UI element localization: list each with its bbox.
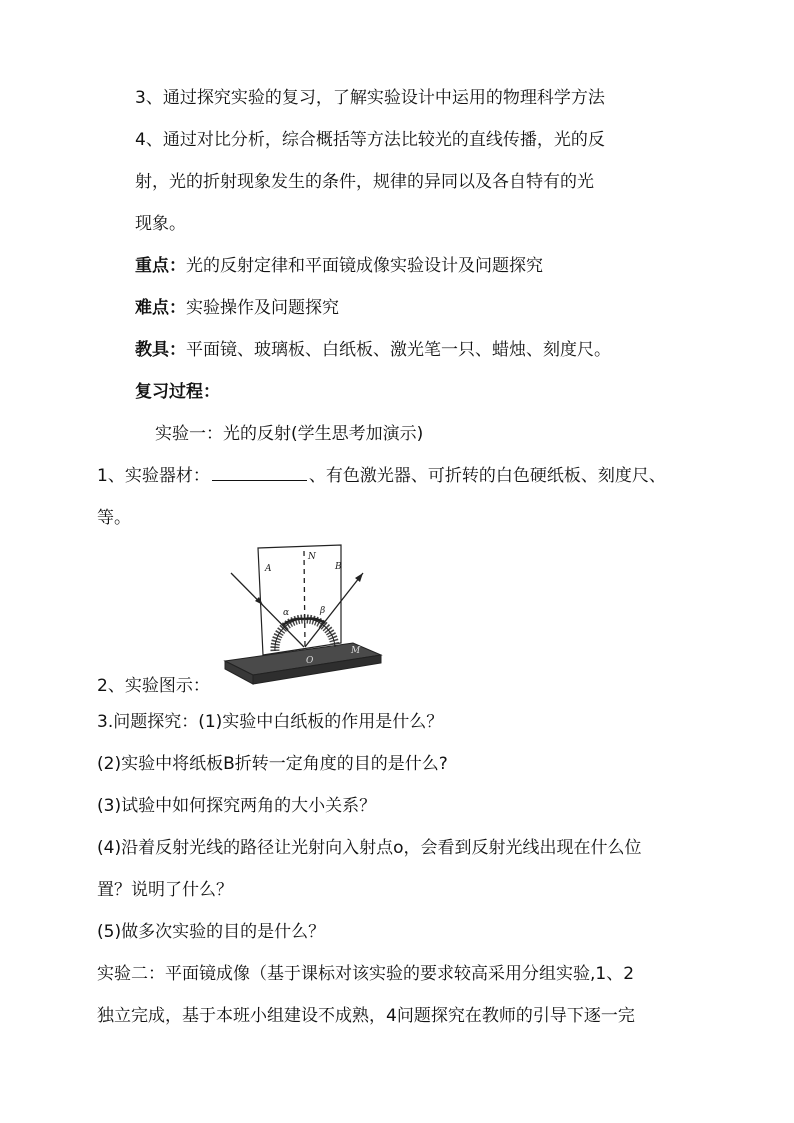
diagram-label: 2、实验图示： <box>97 676 210 696</box>
label-alpha: α <box>283 608 290 618</box>
objective-4-line1: 4、通过对比分析，综合概括等方法比较光的直线传播，光的反 <box>135 130 605 150</box>
label-b: B <box>335 562 342 572</box>
difficulty-text: 实验操作及问题探究 <box>186 298 339 318</box>
label-o: O <box>306 656 314 666</box>
key-point <box>135 254 543 278</box>
materials-line <box>97 464 666 488</box>
objective-3: 3、通过探究实验的复习，了解实验设计中运用的物理科学方法 <box>135 88 605 108</box>
question-5: (5)做多次实验的目的是什么？ <box>97 922 326 942</box>
question-4-line2: 置？说明了什么？ <box>97 880 233 900</box>
label-m: M <box>351 646 361 656</box>
difficulty-label: 难点： <box>135 298 186 318</box>
key-point-text: 光的反射定律和平面镜成像实验设计及问题探究 <box>186 256 543 276</box>
label-a: A <box>265 564 272 574</box>
experiment1-title: 实验一：光的反射(学生思考加演示) <box>155 424 424 444</box>
question-4-line1: (4)沿着反射光线的路径让光射向入射点o，会看到反射光线出现在什么位 <box>97 838 642 858</box>
review-heading: 复习过程： <box>135 382 220 402</box>
materials-suffix: 、有色激光器、可折转的白色硬纸板、刻度尺、 <box>308 466 666 486</box>
equipment-text: 平面镜、玻璃板、白纸板、激光笔一只、蜡烛、刻度尺。 <box>186 340 611 360</box>
question-1: 3.问题探究：(1)实验中白纸板的作用是什么？ <box>97 712 444 732</box>
objective-4-line3: 现象。 <box>135 214 186 234</box>
objective-4-line2: 射，光的折射现象发生的条件，规律的异同以及各自特有的光 <box>135 172 594 192</box>
equipment <box>135 338 611 362</box>
materials-blank <box>212 464 307 481</box>
paper-board <box>258 545 341 655</box>
experiment2-line1: 实验二：平面镜成像（基于课标对该实验的要求较高采用分组实验,1、2 <box>97 964 635 984</box>
label-n: N <box>308 552 316 562</box>
question-2: (2)实验中将纸板B折转一定角度的目的是什么? <box>97 754 448 774</box>
reflection-experiment-figure <box>213 543 391 695</box>
materials-line2: 等。 <box>97 508 131 528</box>
equipment-label: 教具： <box>135 340 186 360</box>
key-point-label: 重点： <box>135 256 186 276</box>
difficulty <box>135 296 339 320</box>
question-3: (3)试验中如何探究两角的大小关系？ <box>97 796 377 816</box>
materials-prefix: 1、实验器材： <box>97 466 210 486</box>
experiment2-line2: 独立完成，基于本班小组建设不成熟，4问题探究在教师的引导下逐一完 <box>97 1006 635 1026</box>
label-beta: β <box>320 606 326 616</box>
